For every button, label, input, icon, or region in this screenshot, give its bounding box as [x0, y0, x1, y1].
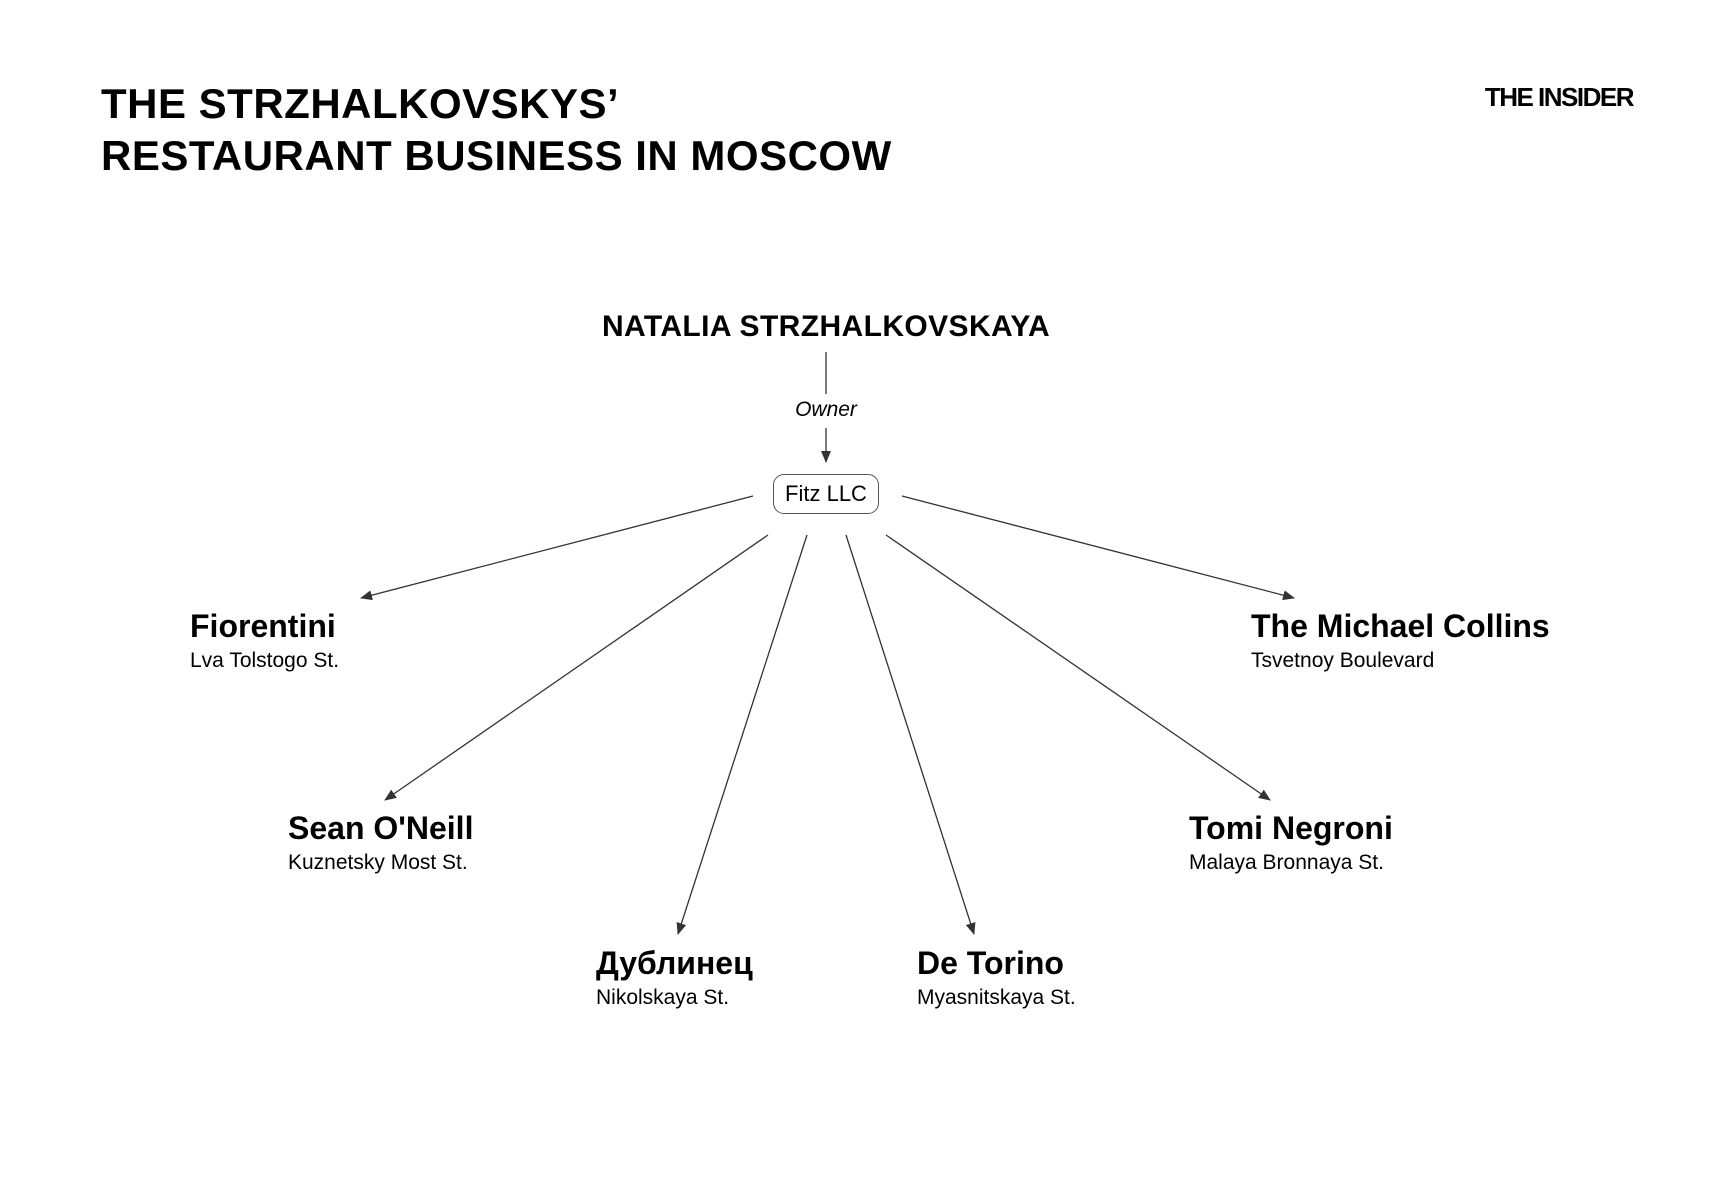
owner-name: NATALIA STRZHALKOVSKAYA [601, 310, 1051, 343]
restaurant-michael-collins [1251, 606, 1550, 674]
restaurant-name: Sean O'Neill [288, 810, 474, 846]
restaurant-dublinets [596, 943, 753, 1011]
company-node [773, 474, 879, 514]
arrow-to-sean-oneill [385, 535, 768, 800]
arrow-to-de-torino [846, 535, 974, 934]
restaurant-tomi-negroni [1189, 808, 1393, 876]
restaurant-address: Myasnitskaya St. [917, 986, 1076, 1009]
restaurant-de-torino [917, 943, 1076, 1011]
brand-logo: THE INSIDER [1484, 82, 1633, 112]
arrow-to-tomi-negroni [886, 535, 1270, 800]
restaurant-name: De Torino [917, 945, 1064, 981]
restaurant-address: Malaya Bronnaya St. [1189, 851, 1384, 874]
arrow-to-dublinets [678, 535, 807, 934]
restaurant-address: Kuznetsky Most St. [288, 851, 468, 874]
arrow-to-fiorentini [361, 496, 753, 598]
restaurant-fiorentini [190, 606, 339, 674]
title-line-1: THE STRZHALKOVSKYS’ [101, 80, 620, 127]
restaurant-address: Lva Tolstogo St. [190, 649, 340, 672]
title-line-2: RESTAURANT BUSINESS IN MOSCOW [101, 132, 892, 179]
arrow-to-michael-collins [902, 496, 1294, 598]
company-name: Fitz LLC [785, 481, 867, 506]
restaurant-name: Дублинец [596, 945, 753, 981]
restaurant-address: Tsvetnoy Boulevard [1251, 649, 1435, 672]
restaurant-name: The Michael Collins [1251, 608, 1550, 644]
restaurant-name: Fiorentini [190, 608, 336, 644]
owner-relation-label: Owner [791, 398, 861, 422]
restaurant-address: Nikolskaya St. [596, 986, 730, 1009]
restaurant-sean-oneill [288, 808, 473, 876]
restaurant-name: Tomi Negroni [1189, 810, 1393, 846]
